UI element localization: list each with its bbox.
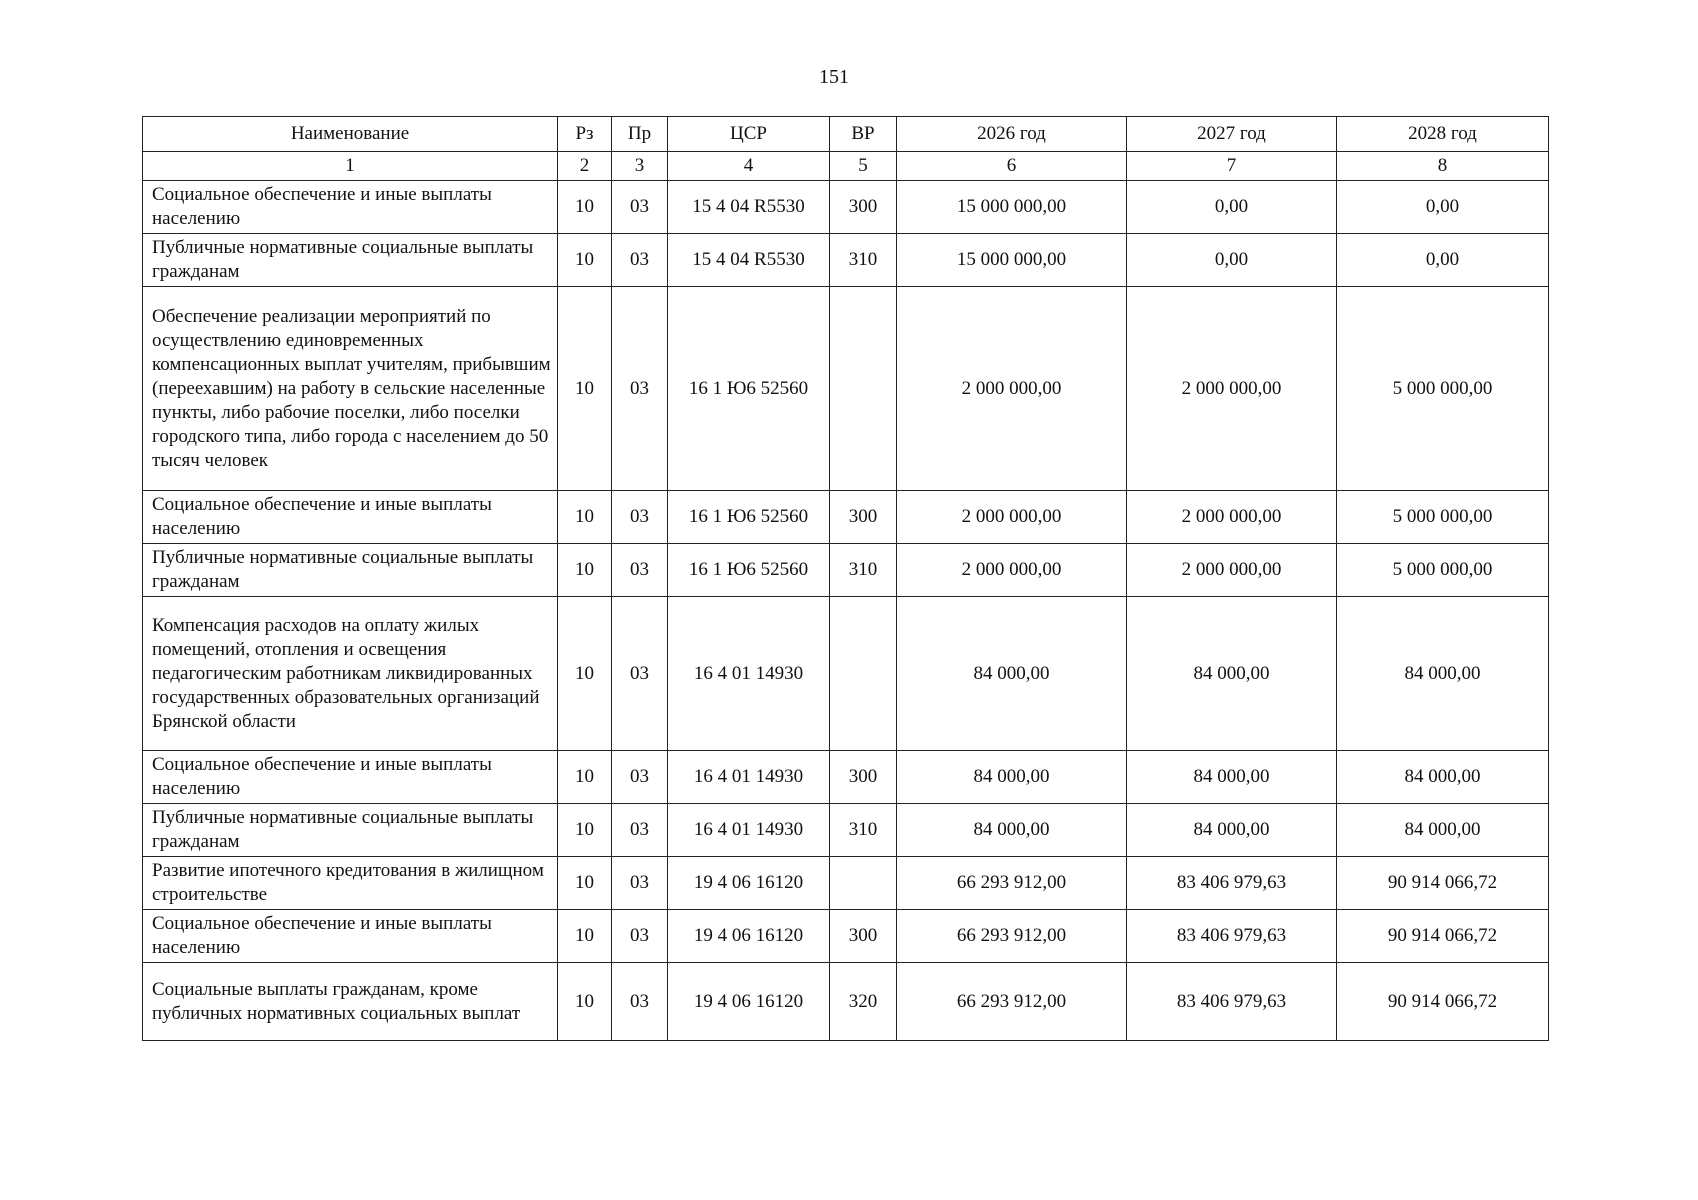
row-name: Социальное обеспечение и иные выплаты населению xyxy=(143,181,558,234)
table-row xyxy=(143,857,1549,910)
row-csr: 15 4 04 R5530 xyxy=(668,181,830,234)
header-row xyxy=(143,117,1549,152)
row-2027: 84 000,00 xyxy=(1127,751,1337,804)
row-name: Компенсация расходов на оплату жилых помещений, отопления и освещения педагогическим работникам ликвидированных государственных образовательных организаций Брянской области xyxy=(143,597,558,751)
column-number: 8 xyxy=(1337,152,1549,181)
row-rz: 10 xyxy=(558,910,612,963)
row-2027: 0,00 xyxy=(1127,234,1337,287)
row-2026: 84 000,00 xyxy=(897,751,1127,804)
row-rz: 10 xyxy=(558,544,612,597)
row-2028: 0,00 xyxy=(1337,234,1549,287)
row-2028: 5 000 000,00 xyxy=(1337,287,1549,491)
header-cell-2028: 2028 год xyxy=(1337,117,1549,152)
row-2028: 84 000,00 xyxy=(1337,597,1549,751)
row-rz: 10 xyxy=(558,287,612,491)
row-csr: 16 1 Ю6 52560 xyxy=(668,491,830,544)
table-row xyxy=(143,963,1549,1041)
table-row xyxy=(143,234,1549,287)
row-pr: 03 xyxy=(612,234,668,287)
row-2026: 66 293 912,00 xyxy=(897,910,1127,963)
row-pr: 03 xyxy=(612,751,668,804)
row-pr: 03 xyxy=(612,544,668,597)
budget-table xyxy=(142,116,1549,1041)
page-number: 151 xyxy=(819,66,849,88)
header-cell-vr: ВР xyxy=(830,117,897,152)
row-2027: 2 000 000,00 xyxy=(1127,287,1337,491)
row-2026: 66 293 912,00 xyxy=(897,857,1127,910)
row-vr: 300 xyxy=(830,751,897,804)
row-vr: 300 xyxy=(830,491,897,544)
row-csr: 16 4 01 14930 xyxy=(668,751,830,804)
row-name: Социальное обеспечение и иные выплаты населению xyxy=(143,910,558,963)
row-name: Публичные нормативные социальные выплаты гражданам xyxy=(143,804,558,857)
row-2027: 84 000,00 xyxy=(1127,804,1337,857)
row-2027: 83 406 979,63 xyxy=(1127,910,1337,963)
row-2026: 15 000 000,00 xyxy=(897,234,1127,287)
row-vr: 300 xyxy=(830,181,897,234)
column-number: 6 xyxy=(897,152,1127,181)
row-pr: 03 xyxy=(612,857,668,910)
row-rz: 10 xyxy=(558,234,612,287)
row-name: Публичные нормативные социальные выплаты гражданам xyxy=(143,544,558,597)
row-2027: 2 000 000,00 xyxy=(1127,544,1337,597)
row-vr: 310 xyxy=(830,544,897,597)
row-vr xyxy=(830,857,897,910)
row-2026: 66 293 912,00 xyxy=(897,963,1127,1041)
table-row xyxy=(143,544,1549,597)
row-csr: 16 1 Ю6 52560 xyxy=(668,544,830,597)
header-cell-name: Наименование xyxy=(143,117,558,152)
row-vr xyxy=(830,597,897,751)
row-csr: 19 4 06 16120 xyxy=(668,963,830,1041)
column-number: 1 xyxy=(143,152,558,181)
column-number-row xyxy=(143,152,1549,181)
row-rz: 10 xyxy=(558,751,612,804)
table-row xyxy=(143,751,1549,804)
table-row xyxy=(143,597,1549,751)
row-vr: 320 xyxy=(830,963,897,1041)
row-rz: 10 xyxy=(558,181,612,234)
header-cell-2026: 2026 год xyxy=(897,117,1127,152)
row-vr: 310 xyxy=(830,804,897,857)
row-pr: 03 xyxy=(612,804,668,857)
row-2026: 15 000 000,00 xyxy=(897,181,1127,234)
table-row xyxy=(143,287,1549,491)
row-csr: 19 4 06 16120 xyxy=(668,910,830,963)
row-2027: 83 406 979,63 xyxy=(1127,963,1337,1041)
header-cell-csr: ЦСР xyxy=(668,117,830,152)
row-name: Социальное обеспечение и иные выплаты населению xyxy=(143,491,558,544)
row-2026: 2 000 000,00 xyxy=(897,491,1127,544)
row-pr: 03 xyxy=(612,597,668,751)
row-csr: 16 4 01 14930 xyxy=(668,597,830,751)
column-number: 7 xyxy=(1127,152,1337,181)
row-2028: 90 914 066,72 xyxy=(1337,910,1549,963)
column-number: 4 xyxy=(668,152,830,181)
row-pr: 03 xyxy=(612,963,668,1041)
row-2026: 2 000 000,00 xyxy=(897,287,1127,491)
row-name: Публичные нормативные социальные выплаты гражданам xyxy=(143,234,558,287)
row-csr: 15 4 04 R5530 xyxy=(668,234,830,287)
row-name: Социальное обеспечение и иные выплаты населению xyxy=(143,751,558,804)
row-2028: 5 000 000,00 xyxy=(1337,544,1549,597)
table-row xyxy=(143,181,1549,234)
row-2028: 84 000,00 xyxy=(1337,804,1549,857)
row-rz: 10 xyxy=(558,597,612,751)
header-cell-2027: 2027 год xyxy=(1127,117,1337,152)
row-2027: 0,00 xyxy=(1127,181,1337,234)
row-2026: 84 000,00 xyxy=(897,597,1127,751)
row-2028: 5 000 000,00 xyxy=(1337,491,1549,544)
row-csr: 16 1 Ю6 52560 xyxy=(668,287,830,491)
table-row xyxy=(143,491,1549,544)
row-2027: 84 000,00 xyxy=(1127,597,1337,751)
row-name: Развитие ипотечного кредитования в жилищном строительстве xyxy=(143,857,558,910)
row-pr: 03 xyxy=(612,491,668,544)
header-cell-rz: Рз xyxy=(558,117,612,152)
row-2028: 90 914 066,72 xyxy=(1337,963,1549,1041)
row-pr: 03 xyxy=(612,910,668,963)
table-row xyxy=(143,910,1549,963)
row-2026: 2 000 000,00 xyxy=(897,544,1127,597)
row-name: Обеспечение реализации мероприятий по осуществлению единовременных компенсационных выплат учителям, прибывшим (переехавшим) на работу в сельские населенные пункты, либо рабочие поселки, либо поселки городского типа, либо города с населением до 50 тысяч человек xyxy=(143,287,558,491)
table-row xyxy=(143,804,1549,857)
column-number: 5 xyxy=(830,152,897,181)
row-name: Социальные выплаты гражданам, кроме публичных нормативных социальных выплат xyxy=(143,963,558,1041)
row-2028: 0,00 xyxy=(1337,181,1549,234)
row-csr: 16 4 01 14930 xyxy=(668,804,830,857)
row-pr: 03 xyxy=(612,181,668,234)
row-rz: 10 xyxy=(558,804,612,857)
header-cell-pr: Пр xyxy=(612,117,668,152)
row-2027: 83 406 979,63 xyxy=(1127,857,1337,910)
row-rz: 10 xyxy=(558,491,612,544)
row-vr xyxy=(830,287,897,491)
row-2026: 84 000,00 xyxy=(897,804,1127,857)
row-2027: 2 000 000,00 xyxy=(1127,491,1337,544)
row-csr: 19 4 06 16120 xyxy=(668,857,830,910)
row-2028: 90 914 066,72 xyxy=(1337,857,1549,910)
row-rz: 10 xyxy=(558,857,612,910)
row-vr: 300 xyxy=(830,910,897,963)
row-rz: 10 xyxy=(558,963,612,1041)
column-number: 2 xyxy=(558,152,612,181)
row-vr: 310 xyxy=(830,234,897,287)
row-2028: 84 000,00 xyxy=(1337,751,1549,804)
row-pr: 03 xyxy=(612,287,668,491)
column-number: 3 xyxy=(612,152,668,181)
